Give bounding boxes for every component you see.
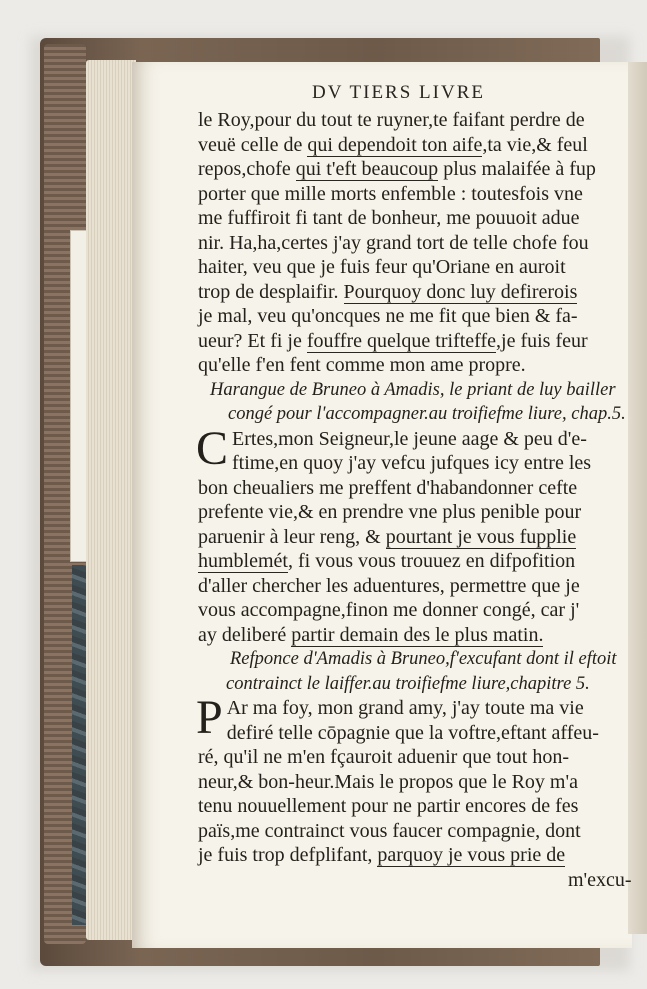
line-text: trop de desplaifir. Pourquoy donc luy defirerois: [198, 280, 578, 303]
line-text: vous accompagne,finon me donner congé, car j': [198, 599, 580, 621]
text-block: [198, 108, 630, 892]
line-text: ay deliberé partir demain des le plus matin.: [198, 623, 544, 646]
ink-underline: pourtant je vous fupplie: [385, 525, 577, 548]
ink-underline: qui dependoit ton aife: [307, 133, 483, 156]
text-line: [198, 329, 630, 354]
line-text: ftime,en quoy j'ay vefcu jufques icy entre les: [232, 452, 592, 474]
running-head: DV TIERS LIVRE: [312, 82, 485, 103]
line-text: paruenir à leur reng, & pourtant je vous fupplie: [198, 525, 577, 548]
line-text: ueur? Et fi je fouffre quelque trifteffe,je fuis feur: [198, 329, 588, 352]
line-text: Ertes,mon Seigneur,le jeune aage & peu d'e-: [232, 427, 587, 450]
line-text: humblemét, fi vous vous trouuez en difpofition: [198, 550, 576, 572]
line-text: m'excu-: [568, 868, 632, 891]
text-line: [198, 133, 630, 158]
line-text: ré, qu'il ne m'en fçauroit aduenir que tout hon-: [198, 746, 569, 768]
line-text: qu'elle f'en fent comme mon ame propre.: [198, 354, 526, 376]
line-text: porter que mille morts enfemble : toutesfois vne: [198, 182, 583, 205]
chapter-heading-line: [198, 378, 630, 403]
text-line: [198, 500, 630, 525]
page-right-edge: [628, 62, 647, 934]
text-line: [198, 623, 630, 648]
text-line: [198, 280, 630, 305]
text-line: [198, 451, 630, 476]
drop-cap: C: [196, 421, 229, 475]
line-text: bon cheualiers me preffent d'habandonner cefte: [198, 476, 578, 499]
line-text: neur,& bon-heur.Mais le propos que le Roy m'a: [198, 770, 578, 793]
line-text: païs,me contrainct vous faucer compagnie, dont: [198, 819, 581, 842]
line-text: repos,chofe qui t'eft beaucoup plus malaifée à fup: [198, 158, 596, 180]
chapter-heading-line: [198, 402, 630, 427]
text-line: [198, 108, 630, 133]
text-line: [198, 231, 630, 256]
ink-underline: qui t'eft beaucoup: [295, 158, 439, 180]
line-text: nir. Ha,ha,certes j'ay grand tort de telle chofe fou: [198, 231, 589, 254]
text-line: [198, 157, 630, 182]
drop-cap: P: [196, 691, 223, 744]
text-line: [198, 868, 630, 893]
ink-underline: Pourquoy donc luy defirerois: [343, 280, 578, 303]
line-text: haiter, veu que je fuis feur qu'Oriane en auroit: [198, 256, 566, 278]
text-line: [198, 549, 630, 574]
page-stack-edges: [86, 60, 136, 940]
text-line: [198, 476, 630, 501]
line-text: defiré telle cōpagnie que la voftre,eftant affeu-: [226, 721, 599, 744]
text-line: [198, 525, 630, 550]
line-text: Ar ma foy, mon grand amy, j'ay toute ma vie: [226, 697, 584, 719]
ink-underline: humblemét: [198, 550, 288, 572]
line-text: Refponce d'Amadis à Bruneo,f'excufant dont il eftoit: [230, 649, 617, 669]
line-text: tenu nouuellement pour ne partir encores de fes: [198, 795, 579, 817]
text-line: [198, 255, 630, 280]
line-text: prefente vie,& en prendre vne plus penible pour: [198, 501, 582, 523]
line-text: le Roy,pour du tout te ruyner,te faifant perdre de: [198, 109, 585, 131]
text-line: [198, 353, 630, 378]
text-line: [198, 721, 630, 746]
line-text: d'aller chercher les aduentures, permettre que je: [198, 574, 580, 597]
line-text: je fuis trop defplifant, parquoy je vous prie de: [198, 844, 566, 866]
ink-underline: partir demain des le plus matin.: [291, 623, 544, 646]
text-line: [198, 206, 630, 231]
text-line: [198, 304, 630, 329]
ink-underline: fouffre quelque trifteffe: [306, 329, 497, 352]
chapter-heading-line: [198, 672, 630, 697]
text-line: [198, 794, 630, 819]
text-line: [198, 598, 630, 623]
line-text: congé pour l'accompagner.au troifiefme liure, chap.5.: [228, 404, 626, 424]
chapter-heading-line: [198, 647, 630, 672]
line-text: je mal, veu qu'oncques ne me fit que bien & fa-: [198, 305, 578, 327]
text-line: [198, 770, 630, 795]
text-line: [198, 819, 630, 844]
text-line: [198, 182, 630, 207]
line-text: contrainct le laiffer.au troifiefme liure,chapitre 5.: [226, 673, 590, 694]
text-line: [198, 745, 630, 770]
text-line: [198, 574, 630, 599]
line-text: me fuffiroit fi tant de bonheur, me pouuoit adue: [198, 207, 580, 229]
line-text: Harangue de Bruneo à Amadis, le priant de luy bailler: [210, 379, 616, 400]
text-line: [198, 843, 630, 868]
ink-underline: parquoy je vous prie de: [377, 844, 566, 866]
line-text: veuë celle de qui dependoit ton aife,ta vie,& feul: [198, 133, 588, 156]
